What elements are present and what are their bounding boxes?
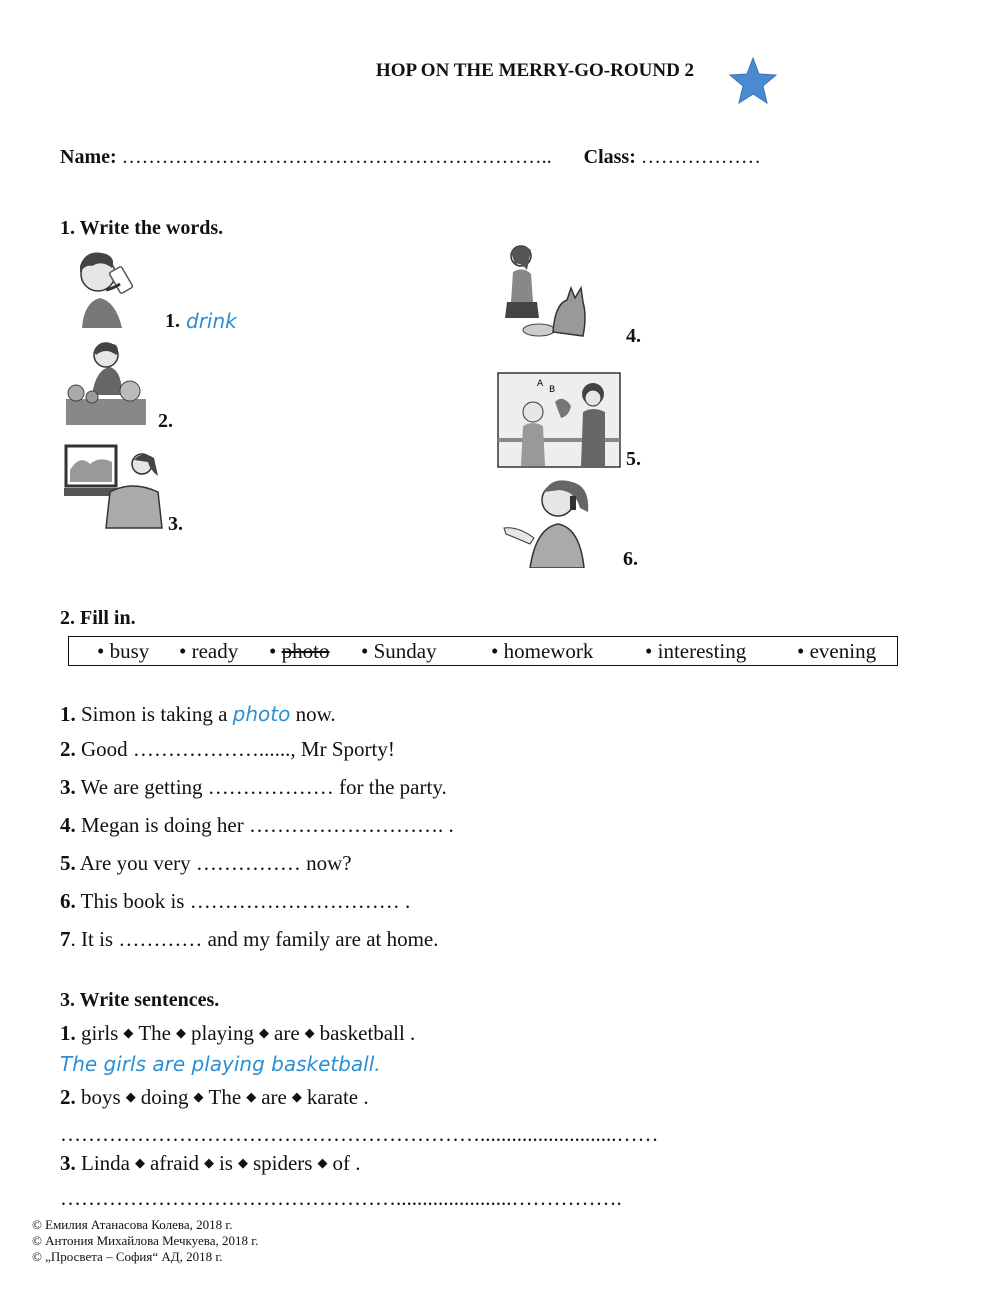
answer-line-2[interactable]: ……………………………………………………..........................…… — [60, 1122, 659, 1146]
picture-board — [497, 372, 621, 468]
item3-number: 3. — [168, 513, 183, 535]
copyright-line-2: © Антония Михайлова Мечкуева, 2018 г. — [32, 1233, 259, 1248]
picture-flowers — [62, 337, 152, 427]
section1-heading: 1. Write the words. — [60, 217, 224, 239]
fill-sentence-6[interactable]: 6. This book is ………………………… . — [60, 889, 411, 913]
picture-watch-tv — [62, 440, 166, 532]
word-box-item: • evening — [797, 639, 877, 663]
word-box-item: • interesting — [645, 639, 747, 663]
svg-text:B: B — [549, 385, 556, 395]
picture-phone — [500, 472, 594, 568]
item5-number: 5. — [626, 448, 641, 470]
answer-line-3[interactable]: …………………………………………......................……………. — [60, 1186, 622, 1210]
name-class-row — [60, 146, 761, 169]
picture-feed-cat — [497, 242, 589, 342]
scrambled-sentence-3: 3. Linda ◆ afraid ◆ is ◆ spiders ◆ of . — [60, 1151, 361, 1175]
copyright-line-3: © „Просвета – София“ АД, 2018 г. — [32, 1249, 223, 1264]
scrambled-sentence-2: 2. boys ◆ doing ◆ The ◆ are ◆ karate . — [60, 1085, 369, 1109]
copyright-line-1: © Емилия Атанасова Колева, 2018 г. — [32, 1217, 233, 1232]
fill-sentence-7[interactable]: 7. It is ………… and my family are at home. — [60, 927, 439, 951]
item4-number: 4. — [626, 325, 641, 347]
item1-number: 1. — [165, 310, 180, 332]
star-icon — [728, 56, 778, 106]
word-box-item: • Sunday — [361, 639, 437, 663]
item1-answer[interactable]: drink — [186, 309, 237, 333]
word-box-item: • ready — [179, 639, 239, 663]
class-field[interactable]: ……………… — [640, 146, 761, 168]
page-title: HOP ON THE MERRY-GO-ROUND 2 — [375, 60, 695, 81]
word-box-item: • homework — [491, 639, 594, 663]
word-box-item-used: • photo — [269, 639, 330, 663]
name-field[interactable]: ……………………………………………………….. — [121, 146, 552, 168]
fill-sentence-4[interactable]: 4. Megan is doing her ………………………. . — [60, 813, 454, 837]
scrambled-sentence-1: 1. girls ◆ The ◆ playing ◆ are ◆ basketball . — [60, 1021, 416, 1045]
fill-sentence-5[interactable]: 5. Are you very …………… now? — [60, 851, 352, 875]
word-box-item: • busy — [97, 639, 150, 663]
name-label: Name: — [60, 146, 117, 168]
picture-drink — [62, 244, 154, 330]
section2-heading: 2. Fill in. — [60, 607, 136, 629]
item2-number: 2. — [158, 410, 173, 432]
word-box — [68, 636, 898, 666]
fill-sentence-1: 1. Simon is taking a photo now. — [60, 702, 336, 726]
section3-heading: 3. Write sentences. — [60, 989, 220, 1011]
fill-sentence-2[interactable]: 2. Good ………………......, Mr Sporty! — [60, 737, 395, 761]
fill-answer-1[interactable]: photo — [232, 702, 291, 726]
item6-number: 6. — [623, 548, 638, 570]
fill-sentence-3[interactable]: 3. We are getting ……………… for the party. — [60, 775, 447, 799]
class-label: Class: — [583, 146, 636, 168]
svg-text:A: A — [537, 379, 544, 389]
sentence-answer-1[interactable]: The girls are playing basketball. — [60, 1052, 381, 1076]
